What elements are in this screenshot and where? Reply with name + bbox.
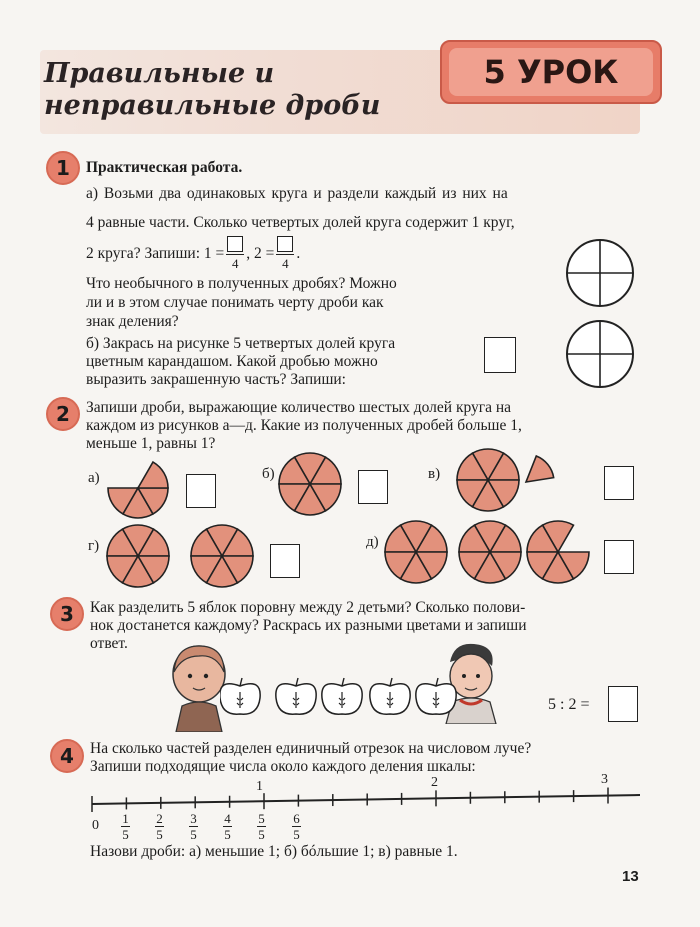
denominator: 5 (258, 827, 265, 842)
task-2-number: 2 (46, 397, 80, 431)
title-line-1: Правильные и (44, 58, 275, 89)
axis-label-1: 1 (256, 779, 263, 794)
axis-fraction-2-5 (155, 812, 164, 841)
axis-zero: 0 (92, 818, 99, 833)
task-1-question-line-3: знак деления? (86, 313, 179, 330)
task-3-equation: 5 : 2 = (548, 696, 590, 713)
task-4-line-2: Запиши подходящие числа около каждого деления шкалы: (90, 758, 476, 775)
axis-fraction-1-5 (121, 812, 130, 841)
fraction-denominator: 4 (232, 256, 239, 272)
task-1-b-line-1: б) Закрась на рисунке 5 четвертых долей круга (86, 335, 396, 352)
label-a: а) (88, 470, 100, 486)
label-b: б) (262, 466, 275, 482)
task-1-heading: Практическая работа. (86, 159, 243, 176)
task-1-a-line-3-end: . (296, 244, 301, 262)
axis-label-3: 3 (601, 772, 608, 787)
label-g: г) (88, 538, 100, 554)
denominator: 5 (293, 827, 300, 842)
axis-line (92, 795, 640, 804)
task-2-line-2: каждом из рисунков а—д. Какие из полученных дробей больше 1, (86, 417, 522, 434)
task-1-b-line-2: цветным карандашом. Какой дробью можно (86, 353, 378, 370)
page-number: 13 (622, 868, 639, 885)
numerator: 1 (122, 811, 129, 826)
task-2-line-1: Запиши дроби, выражающие количество шестых долей круга на (86, 399, 512, 416)
task-1-b-line-3: выразить закрашенную часть? Запиши: (86, 371, 346, 388)
fraction-denominator: 4 (282, 256, 289, 272)
lesson-badge-label: 5 УРОК (449, 48, 653, 96)
task-3-line-1: Как разделить 5 яблок поровну между 2 детьми? Сколько полови- (90, 599, 526, 616)
label-d: д) (366, 534, 379, 550)
task-1-a-line-3-prefix: 2 круга? Запиши: 1 = (86, 244, 225, 262)
numerator: 6 (293, 811, 300, 826)
task-3-line-3: ответ. (90, 635, 128, 652)
denominator: 5 (156, 827, 163, 842)
denominator: 5 (190, 827, 197, 842)
task-1-a-line-2: 4 равные части. Сколько четвертых долей круга содержит 1 круг, (86, 214, 515, 231)
axis-fraction-6-5 (292, 812, 301, 841)
denominator: 5 (122, 827, 129, 842)
axis-fraction-4-5 (223, 812, 232, 841)
task-1-question-line-1: Что необычного в полученных дробях? Можно (86, 275, 397, 292)
denominator: 5 (224, 827, 231, 842)
numerator: 4 (224, 811, 231, 826)
task-2-line-3: меньше 1, равны 1? (86, 435, 216, 452)
numerator: 2 (156, 811, 163, 826)
task-4-number: 4 (50, 739, 84, 773)
title-line-2: неправильные дроби (44, 90, 381, 121)
task-3-number: 3 (50, 597, 84, 631)
label-v: в) (428, 466, 441, 482)
task-1-question-line-2: ли и в этом случае понимать черту дроби как (86, 294, 384, 311)
numerator: 5 (258, 811, 265, 826)
task-1-a-line-3-mid: , 2 = (246, 244, 275, 262)
task-4-closing: Назови дроби: а) меньшие 1; б) бóльшие 1; в) равные 1. (90, 843, 458, 860)
task-1-number: 1 (46, 151, 80, 185)
axis-fraction-5-5 (257, 812, 266, 841)
numerator: 3 (190, 811, 197, 826)
task-1-a-line-1: а) Возьми два одинаковых круга и раздели каждый из них на (86, 185, 508, 202)
task-4-line-1: На сколько частей разделен единичный отрезок на числовом луче? (90, 740, 532, 757)
axis-label-2: 2 (431, 775, 438, 790)
task-3-line-2: нок достанется каждому? Раскрась их разными цветами и запиши (90, 617, 527, 634)
axis-fraction-3-5 (189, 812, 198, 841)
